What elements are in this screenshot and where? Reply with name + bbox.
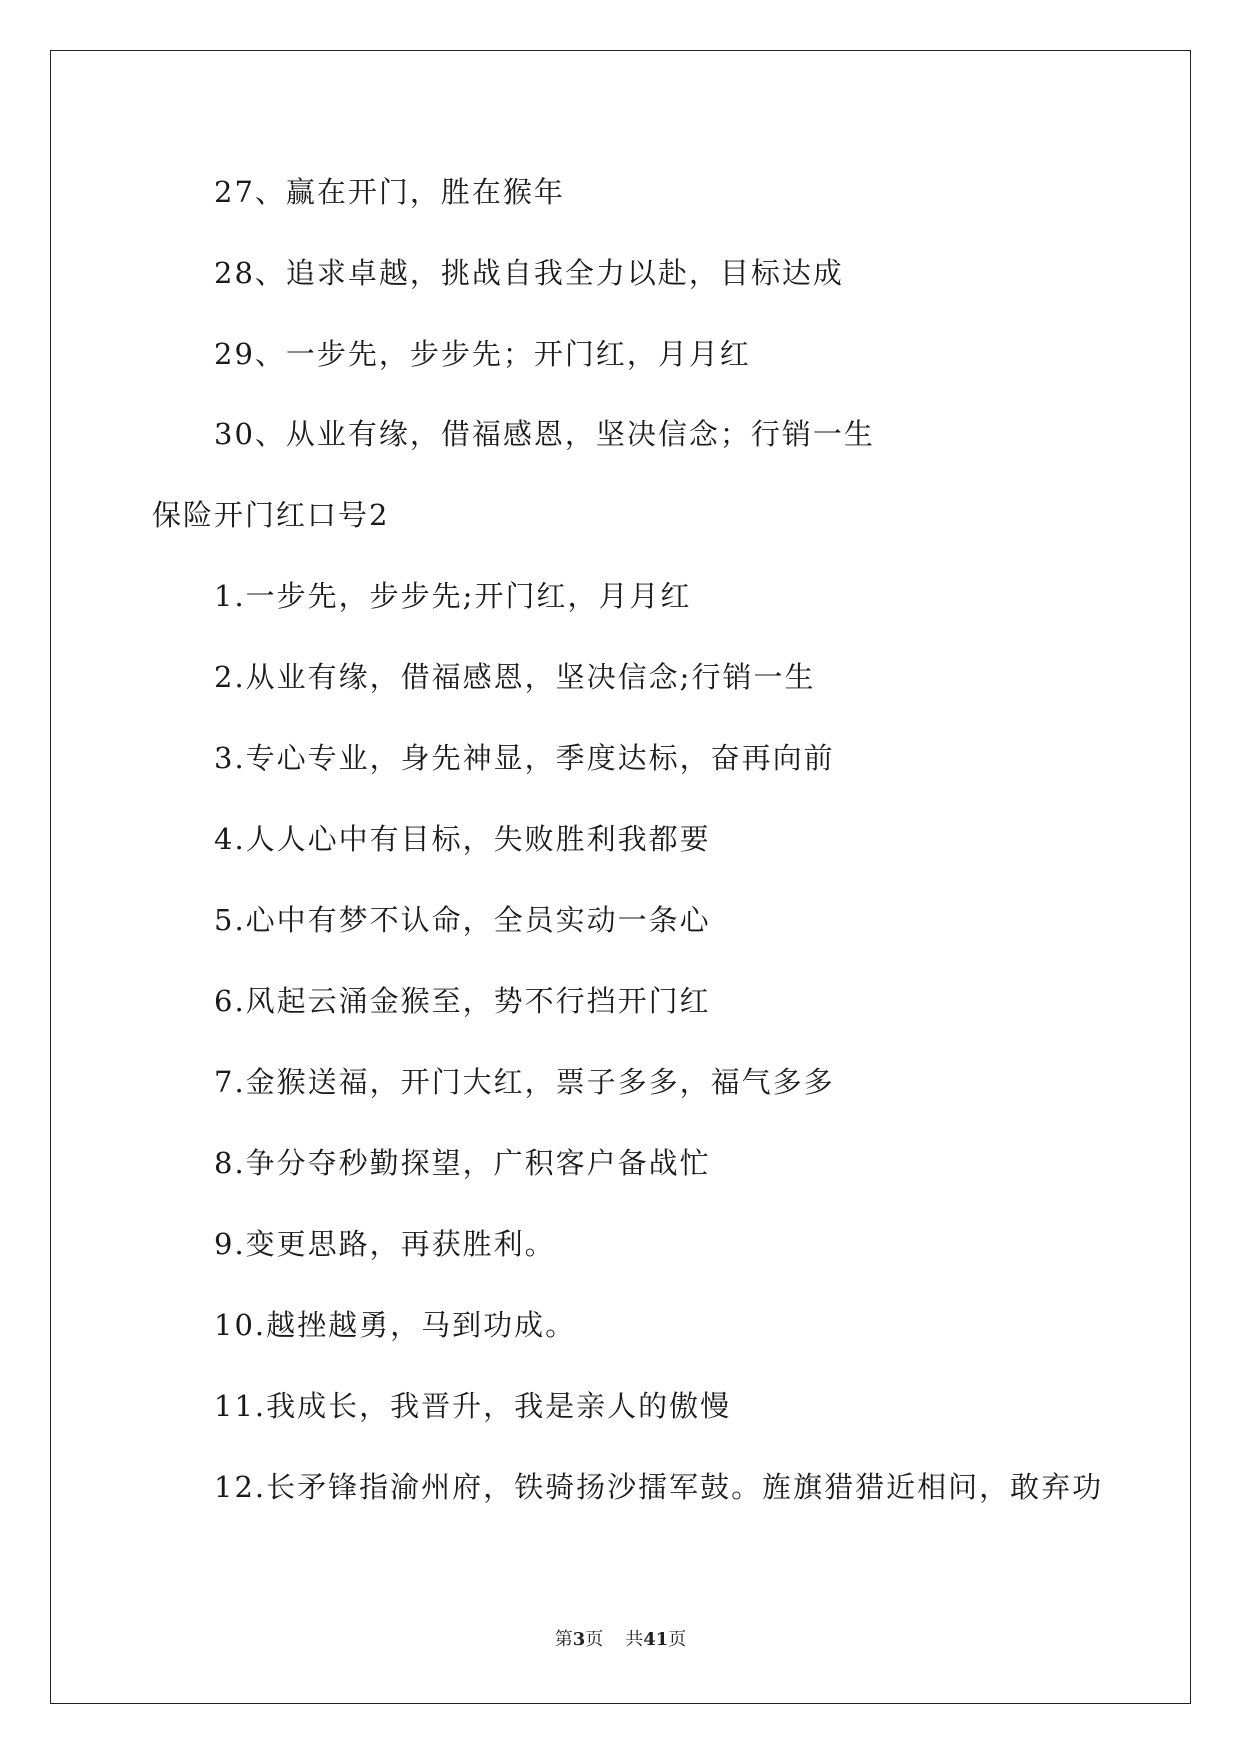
current-page-number: 3 — [572, 1629, 586, 1650]
slogan-30: 30、从业有缘，借福感恩，坚决信念；行销一生 — [214, 417, 875, 451]
total-prefix: 共 — [625, 1629, 644, 1650]
slogan-list-item-1: 1.一步先，步步先;开门红，月月红 — [214, 579, 692, 613]
slogan-29: 29、一步先，步步先；开门红，月月红 — [214, 337, 751, 371]
page-border — [50, 50, 1191, 1704]
page-footer — [0, 1628, 1241, 1652]
slogan-list-item-11: 11.我成长，我晋升，我是亲人的傲慢 — [214, 1389, 732, 1423]
page-suffix: 页 — [585, 1629, 604, 1650]
slogan-list-item-7: 7.金猴送福，开门大红，票子多多，福气多多 — [214, 1065, 835, 1099]
section-heading: 保险开门红口号2 — [152, 498, 390, 532]
page-prefix: 第 — [554, 1629, 573, 1650]
slogan-27: 27、赢在开门，胜在猴年 — [214, 175, 565, 209]
slogan-list-item-4: 4.人人心中有目标，失败胜利我都要 — [214, 822, 711, 856]
slogan-list-item-9: 9.变更思路，再获胜利。 — [214, 1227, 556, 1261]
slogan-list-item-8: 8.争分夺秒勤探望，广积客户备战忙 — [214, 1146, 711, 1180]
total-suffix: 页 — [668, 1629, 687, 1650]
slogan-list-item-3: 3.专心专业，身先神显，季度达标，奋再向前 — [214, 741, 835, 775]
slogan-list-item-10: 10.越挫越勇，马到功成。 — [214, 1308, 577, 1342]
slogan-list-item-12: 12.长矛锋指渝州府，铁骑扬沙擂军鼓。旌旗猎猎近相问，敢弃功 — [214, 1470, 1104, 1504]
slogan-list-item-5: 5.心中有梦不认命，全员实动一条心 — [214, 903, 711, 937]
slogan-28: 28、追求卓越，挑战自我全力以赴，目标达成 — [214, 256, 844, 290]
slogan-list-item-6: 6.风起云涌金猴至，势不行挡开门红 — [214, 984, 711, 1018]
total-page-count: 41 — [643, 1629, 669, 1650]
slogan-list-item-2: 2.从业有缘，借福感恩，坚决信念;行销一生 — [214, 660, 816, 694]
